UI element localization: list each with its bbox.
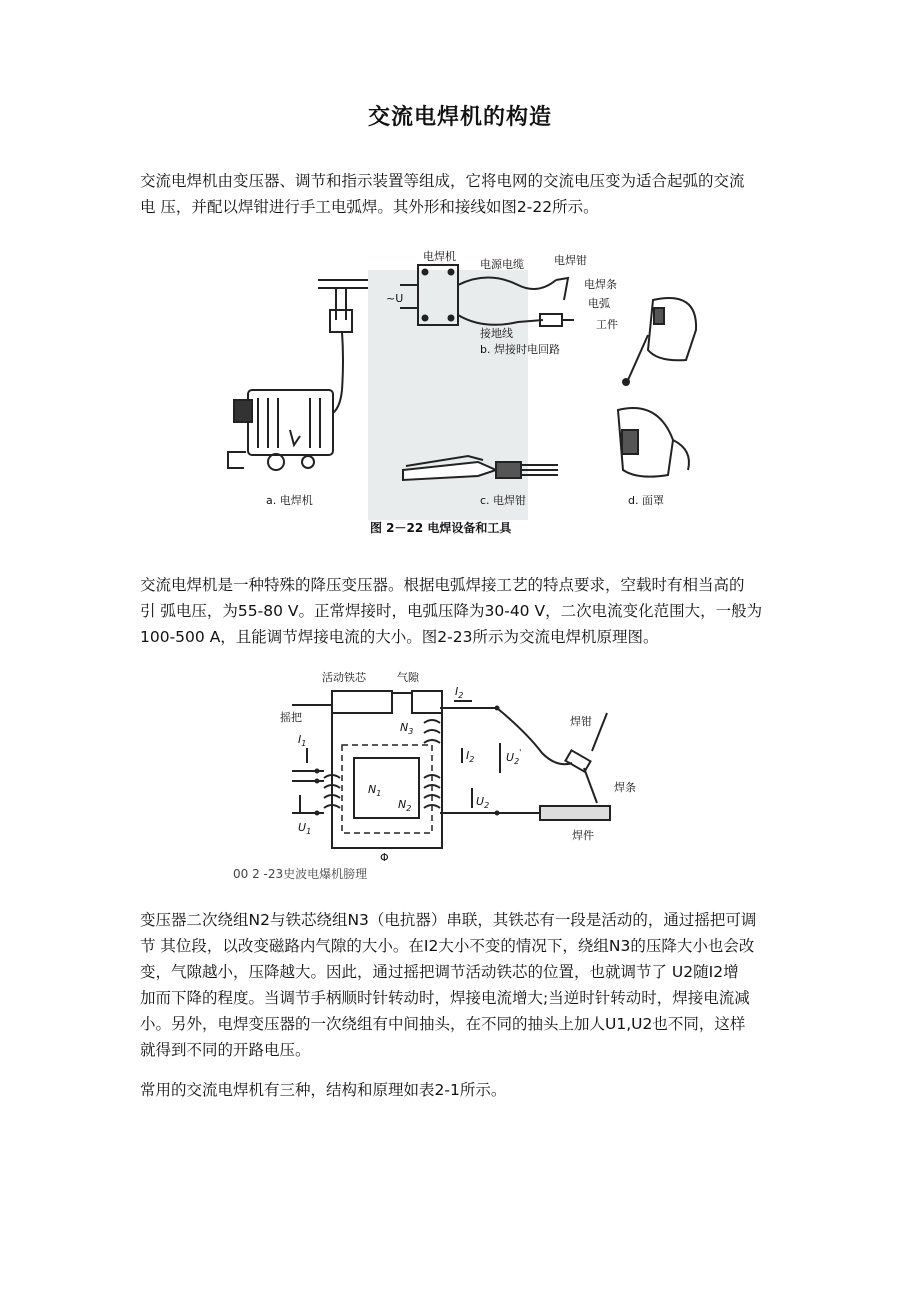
label-n3: N (400, 721, 409, 734)
text-line: 节 其位段，以改变磁路内气隙的大小。在I2大小不变的情况下，绕组N3的压降大小也会改 (140, 937, 755, 955)
label-u1: U (298, 821, 307, 834)
label-air-gap: 气隙 (397, 671, 419, 684)
svg-text:U1: $U_1$ (298, 821, 312, 836)
label-electrode: 电焊条 (584, 278, 617, 291)
watermark-seal (368, 270, 528, 520)
label-sub-d: d. 面罩 (628, 494, 664, 507)
paragraph-intro (140, 168, 800, 220)
face-shield-illustration (618, 298, 696, 477)
paragraph-adjustment (140, 907, 800, 1063)
label-n2: N (398, 798, 407, 811)
label-arc: 电弧 (588, 297, 610, 310)
text-line: 变压器二次绕组N2与铁芯绕组N3（电抗器）串联，其铁芯有一段是活动的，通过摇把可调 (140, 911, 757, 929)
label-voltage: ~U (386, 292, 404, 305)
text-line: 小。另外，电焊变压器的一次绕组有中间抽头，在不同的抽头上加人U1,U2也不同，这样 (140, 1015, 746, 1033)
svg-text:N2: $N_2$ (398, 798, 412, 813)
text-line: 交流电焊机由变压器、调节和指示装置等组成，它将电网的交流电压变为适合起弧的交流 (140, 172, 745, 190)
svg-text:U2: $U_2$ (476, 795, 490, 810)
label-movable-core: 活动铁芯 (322, 671, 366, 684)
figure-2-22-welding-equipment (218, 240, 708, 545)
text-line: 引 弧电压，为55-80 V。正常焊接时，电弧压降为30-40 V，二次电流变化范围大，一般为 (140, 602, 763, 620)
label-phi: Φ (380, 851, 389, 863)
page-title: 交流电焊机的构造 (367, 105, 552, 130)
figure-2-23-principle-diagram (272, 663, 652, 863)
svg-text:I2: $I_2$ (466, 749, 475, 764)
text-line: 变，气隙越小，压降越大。因此，通过摇把调节活动铁芯的位置，也就调节了 U2随I2增 (140, 963, 739, 981)
label-u2: U (476, 795, 485, 808)
svg-text:N1: $N_1$ (368, 783, 382, 798)
label-i2-top: I (455, 685, 459, 698)
welding-machine-illustration (228, 390, 333, 470)
label-u2-prime: U (506, 751, 515, 764)
label-crank: 摇把 (280, 711, 302, 724)
paragraph-types (140, 1077, 800, 1103)
label-power-cable: 电源电缆 (480, 258, 524, 271)
label-ground: 接地线 (480, 327, 513, 340)
paragraph-principle (140, 572, 800, 650)
svg-text:U2': $U_2'$ (506, 748, 522, 766)
svg-text:I2: $I_2$ (455, 685, 464, 700)
svg-text:I1: $I_1$ (298, 733, 307, 748)
text-line: 交流电焊机是一种特殊的降压变压器。根据电弧焊接工艺的特点要求，空载时有相当高的 (140, 576, 745, 594)
label-holder: 焊钳 (570, 715, 592, 728)
label-circuit: b. 焊接时电回路 (480, 343, 560, 356)
text-line: 就得到不同的开路电压。 (140, 1041, 311, 1059)
label-i2-mid: I (466, 749, 470, 762)
label-holder: 电焊钳 (554, 254, 587, 267)
label-sub-a: a. 电焊机 (266, 494, 313, 507)
label-sub-c: c. 电焊钳 (480, 494, 527, 507)
label-i1: I (298, 733, 302, 746)
figure-caption: 00 2 -23史波电爆机膀理 (233, 867, 368, 881)
label-workpiece: 工件 (596, 318, 618, 331)
label-welder: 电焊机 (423, 250, 456, 263)
label-rod: 焊条 (614, 781, 636, 794)
text-line: 常用的交流电焊机有三种，结构和原理如表2-1所示。 (140, 1081, 507, 1099)
svg-text:N3: $N_3$ (400, 721, 414, 736)
text-line: 加而下降的程度。当调节手柄顺时针转动时，焊接电流增大;当逆时针转动时，焊接电流减 (140, 989, 750, 1007)
figure-caption: 图 2－22 电焊设备和工具 (370, 521, 512, 535)
label-workpiece: 焊件 (572, 829, 594, 842)
text-line: 电 压，并配以焊钳进行手工电弧焊。其外形和接线如图2-22所示。 (140, 198, 599, 216)
label-n1: N (368, 783, 377, 796)
text-line: 100-500 A，且能调节焊接电流的大小。图2-23所示为交流电焊机原理图。 (140, 628, 659, 646)
